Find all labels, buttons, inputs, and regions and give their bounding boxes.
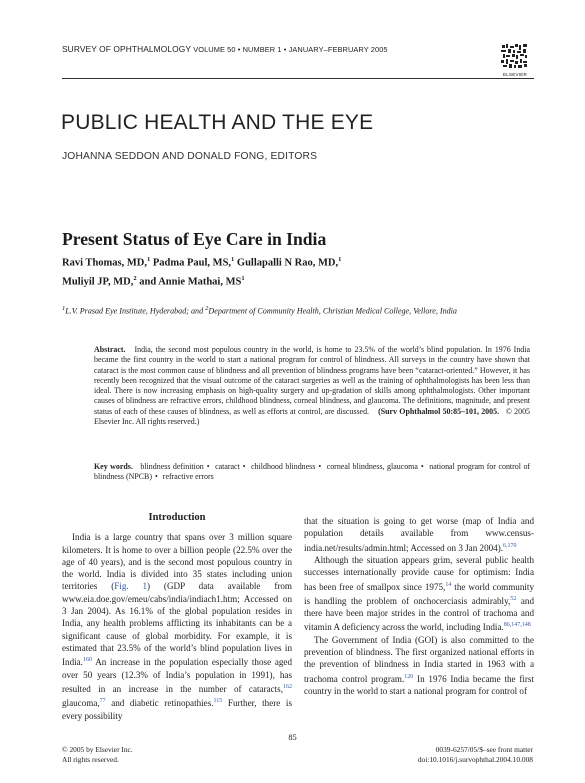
author-affil-sup: 1	[241, 274, 245, 282]
author-affil-sup: 2	[133, 274, 137, 282]
footer-doi	[418, 745, 533, 764]
footer-copyright	[62, 745, 133, 764]
body-column-left	[62, 512, 292, 722]
text-run: In 1976 India became the first country in the world to start a national program for control of	[304, 673, 534, 697]
reference-link[interactable]: 160	[82, 657, 92, 664]
paragraph	[304, 634, 534, 698]
section-title: PUBLIC HEALTH AND THE EYE	[61, 111, 374, 134]
footer-issn-line: 0039-6257/05/$–see front matter	[435, 745, 533, 754]
author-name: Gullapalli N Rao, MD,	[236, 257, 339, 269]
footer-copyright-line: © 2005 by Elsevier Inc.	[62, 745, 133, 754]
author-affil-sup: 1	[338, 256, 342, 263]
abstract-text: India, the second most populous country in the world, is home to 23.5% of the world’s blind population. In 1976 India became the first country in the world to start a national program for control of blindness. All surveys in the country have shown that cataract is the most common cause of blindness and all prevention of blindness programs have been “cataract-oriented.” However, it has recently been recognized that the visual outcome of the cataract surgeries as well as the training of ophthalmologists has been less than ideal. There is now increasing emphasis on high-quality surgery and up-gradation of skills among ophthalmologists. Other important causes of blindness are refractive errors, childhood blindness, corneal blindness, and glaucoma. The definitions, magnitude, and present status of each of these causes of blindness, as well as efforts at control, are discussed.	[94, 345, 530, 416]
reference-link[interactable]: 115	[213, 698, 223, 705]
keyword: national program for control of blindness (NPCB)	[94, 462, 531, 482]
footer-rights-line: All rights reserved.	[62, 754, 119, 764]
affil-sup: 2	[205, 305, 209, 312]
reference-link[interactable]: 52	[510, 595, 517, 602]
author-name: and Annie Mathai, MS	[139, 276, 242, 287]
affiliation-1: L.V. Prasad Eye Institute, Hyderabad; and	[65, 306, 206, 316]
body-column-right	[304, 515, 534, 697]
author-name: Ravi Thomas, MD,	[62, 257, 147, 269]
text-run: glaucoma,	[62, 698, 100, 709]
abstract-block	[94, 345, 530, 427]
text-run: ) (GDP data available from www.eia.doe.gov/emeu/cabs/india/indiach1.htm; Accessed on 3 Jan 2004). As 16.1% of the global population resides in India, any health problems afflicting its inhabitants can be a significant cause of global morbidity. For example, it is estimated that 23.5% of the world’s blind population lives in India.	[62, 581, 292, 668]
keywords-label: Key words.	[94, 462, 133, 471]
reference-link[interactable]: 14	[445, 581, 452, 588]
text-run: India is a large country that spans over 3 million square kilometers. It is home to over a billion people (22.5% over the age of 40 years), and is the second most populous country in the world. India is divided into 35 states including union territories (	[62, 532, 292, 592]
author-name: Padma Paul, MS,	[152, 257, 232, 269]
text-run: Further, there is every possibility	[62, 698, 292, 721]
paragraph	[62, 531, 292, 722]
reference-link[interactable]: 77	[99, 698, 106, 705]
abstract-copyright: © 2005 Elsevier Inc. All rights reserved.)	[94, 406, 531, 427]
text-run: the world community is handling the problem of onchocerciasis admirably,	[304, 581, 534, 606]
article-title: Present Status of Eye Care in India	[62, 229, 327, 249]
reference-link[interactable]: 120	[404, 673, 414, 680]
intro-heading: Introduction	[148, 512, 206, 523]
keyword: childhood blindness	[251, 462, 316, 471]
publisher-logo-text: ELSEVIER	[502, 72, 528, 77]
page-number: 85	[288, 733, 297, 742]
journal-header	[62, 44, 388, 54]
issue-info: VOLUME 50 • NUMBER 1 • JANUARY–FEBRUARY 2005	[193, 45, 388, 54]
author-affil-sup: 1	[231, 256, 235, 263]
keyword: corneal blindness, glaucoma	[326, 462, 418, 471]
affiliation-2: Department of Community Health, Christian Medical College, Vellore, India	[208, 306, 457, 316]
footer-doi-line[interactable]: doi:10.1016/j.survophthal.2004.10.008	[417, 754, 533, 764]
journal-name: SURVEY OF OPHTHALMOLOGY	[62, 44, 192, 54]
figure-link[interactable]: Fig. 1	[114, 581, 148, 592]
abstract-label: Abstract.	[94, 345, 126, 354]
text-run: An increase in the population especially those aged over 50 years (12.3% of India’s population in 1991), has resulted in an increase in the number of cataracts,	[62, 657, 292, 694]
affiliations	[62, 305, 542, 316]
header-divider	[62, 78, 534, 79]
keywords-block: Key words. blindness definition • cataract • childhood blindness • corneal blindness, glaucoma • national program for control of blindness (NPCB) • refractive errors	[94, 462, 531, 482]
keyword: blindness definition	[140, 462, 204, 471]
reference-link[interactable]: 162	[283, 683, 292, 690]
paragraph	[304, 515, 534, 554]
author-list	[62, 252, 532, 289]
text-run: The Government of India (GOI) is also committed to the prevention of blindness. The first organized national efforts in the prevention of blindness in India started in 1963 with a trachoma control program.	[304, 634, 534, 684]
section-editors: JOHANNA SEDDON AND DONALD FONG, EDITORS	[62, 151, 318, 162]
reference-link[interactable]: 86,147,148	[503, 622, 531, 629]
text-run: and there have been major strides in the control of trachoma and vitamin A deficiency across the world, including India.	[304, 595, 534, 633]
text-run: that the situation is going to get worse (map of India and population details available from www.census-india.net/results/admin.html; Accessed on 3 Jan 2004).	[304, 516, 534, 553]
author-affil-sup: 1	[146, 256, 151, 263]
text-run: and diabetic retinopathies.	[105, 698, 214, 709]
abstract-citation: (Surv Ophthalmol 50:85–101, 2005.	[378, 406, 500, 416]
text-run: Although the situation appears grim, several public health successes internationally provide cause for optimism: India has been free of smallpox since 1975,	[304, 554, 534, 592]
reference-link[interactable]: 6,170	[503, 542, 517, 549]
paragraph	[304, 554, 534, 634]
affil-sup: 1	[62, 305, 66, 312]
keyword: cataract	[215, 462, 240, 471]
author-name: Muliyil JP, MD,	[62, 276, 134, 287]
keyword: refractive errors	[162, 472, 214, 482]
